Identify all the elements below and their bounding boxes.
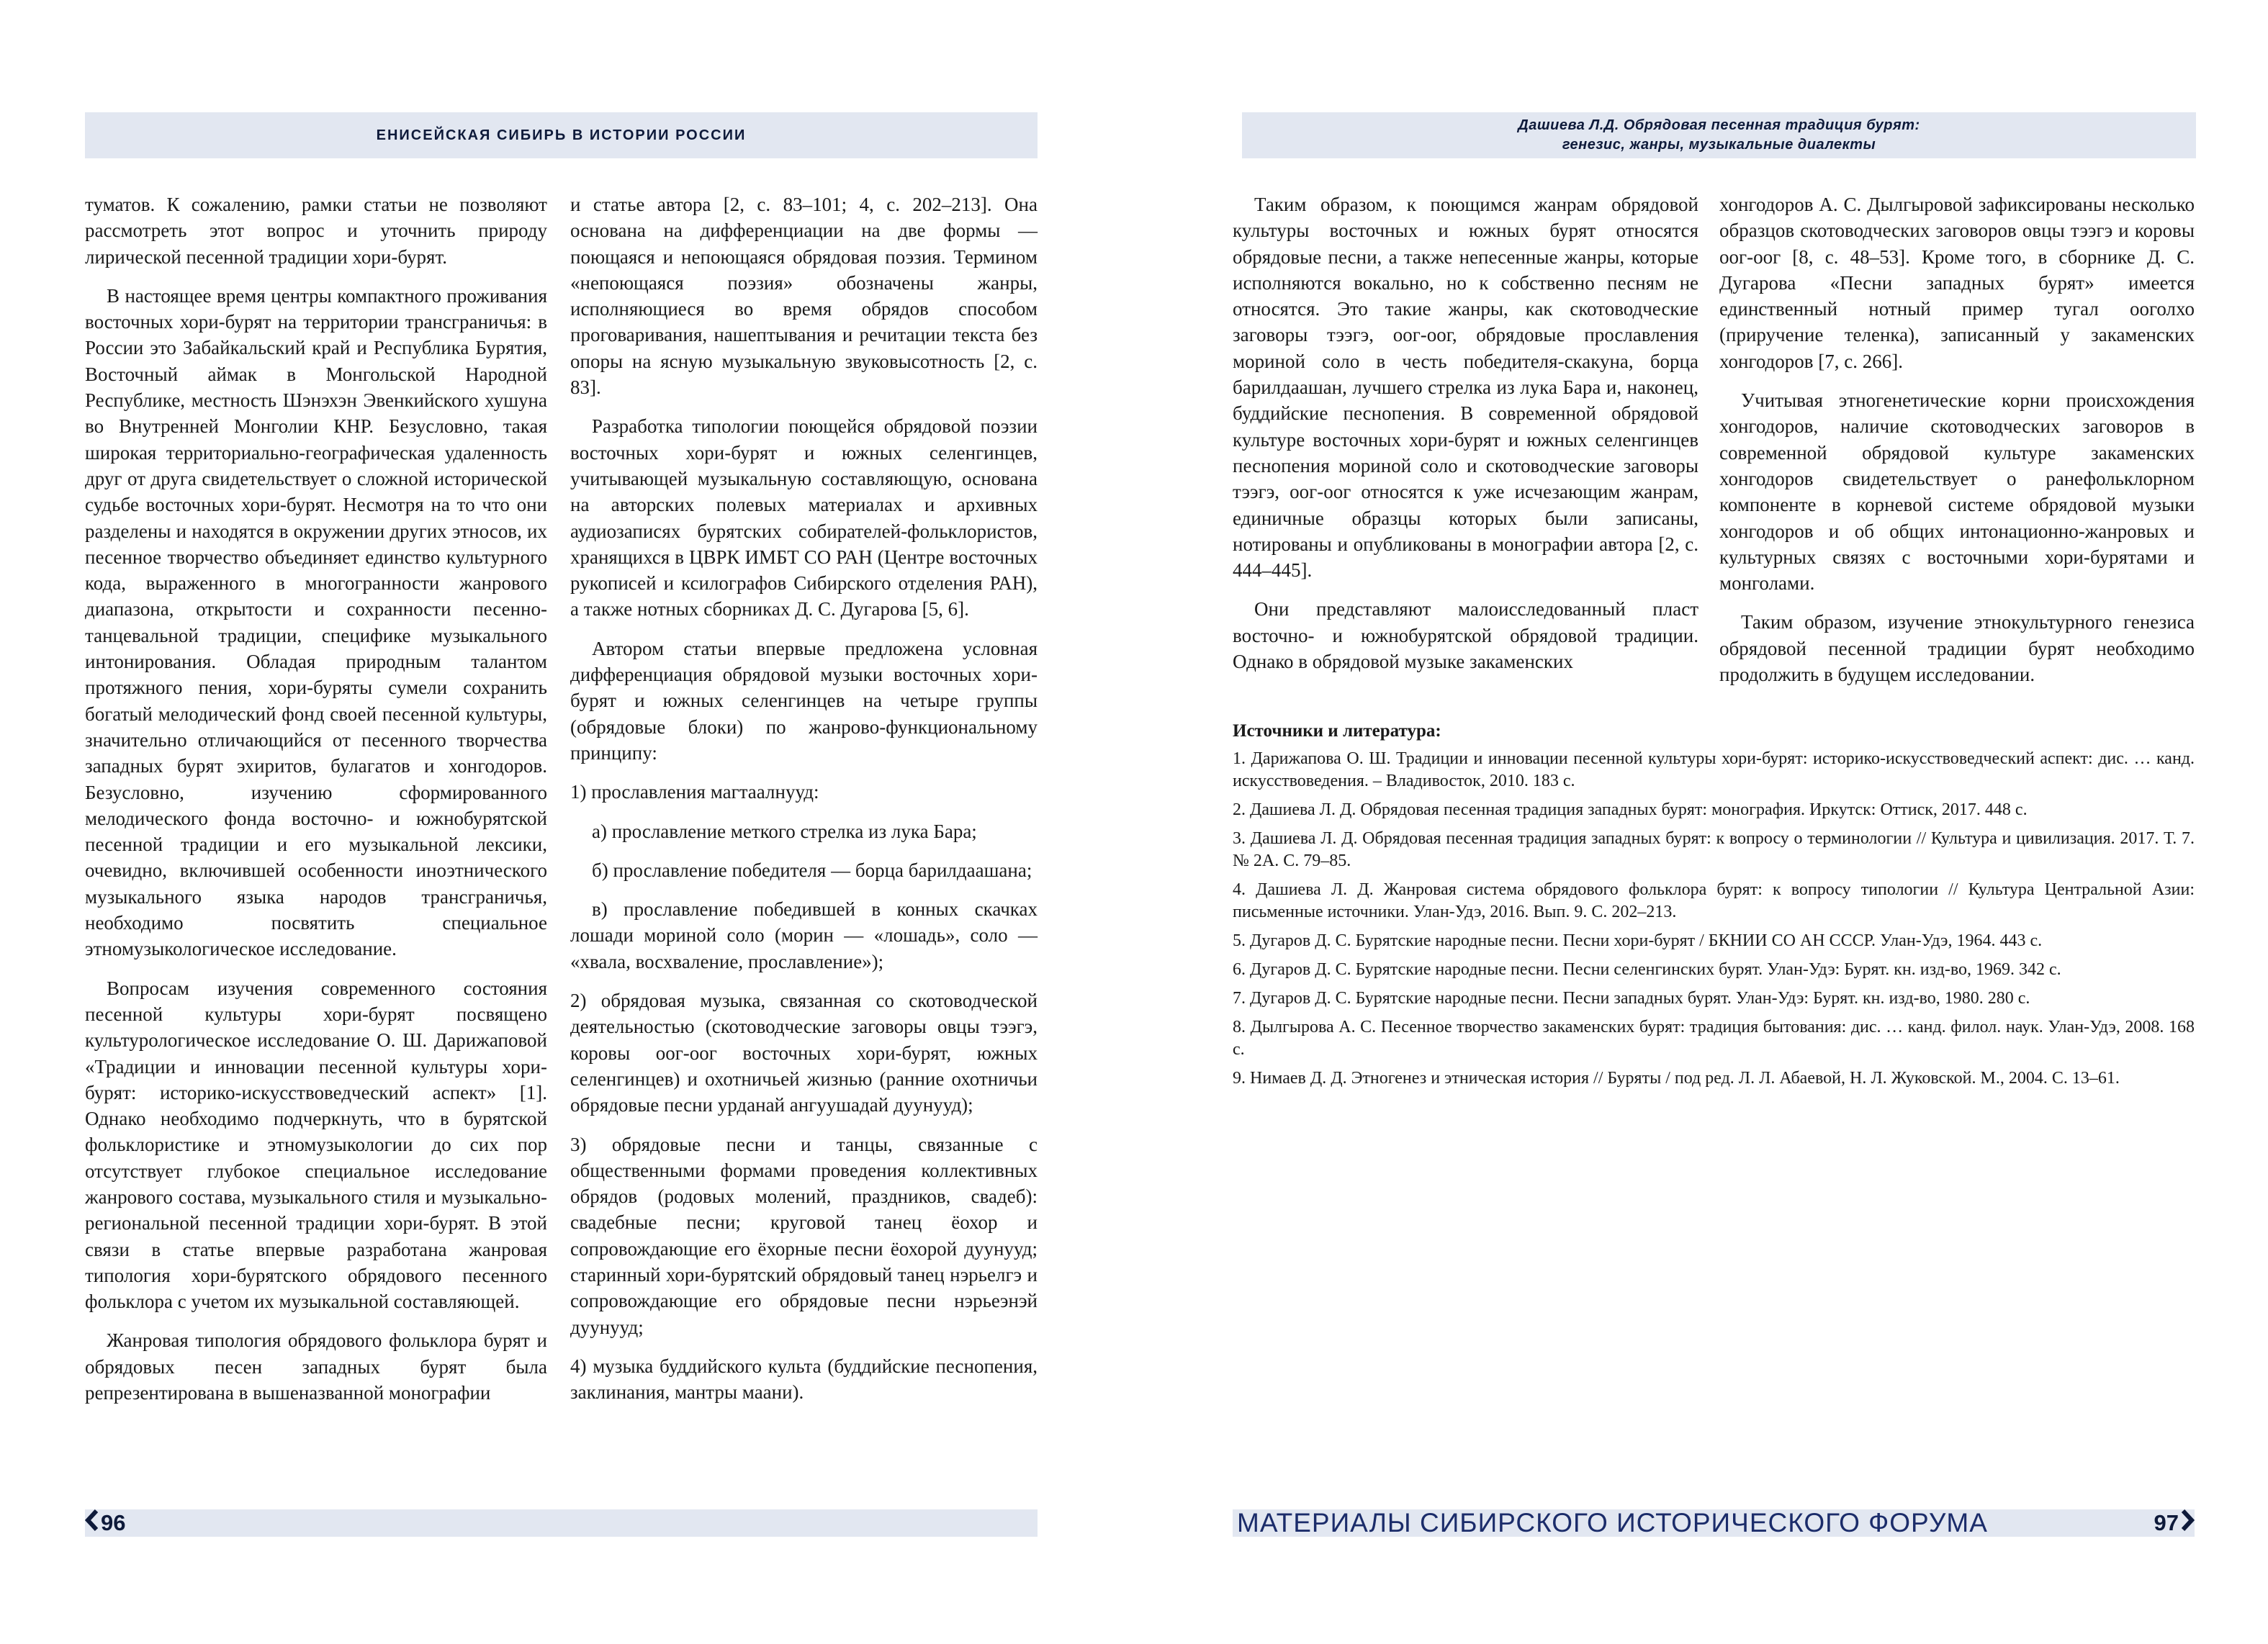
paragraph: Вопросам изучения современного состояния песенной культуры хори-бурят посвящено культурологическое исследование О. Ш. Дарижаповой «Традиции и инновации песенной культуры хори-бурят: историко-искусствоведческий аспект» [1]. Однако необходимо подчеркнуть, что в бурятской фольклористике и этномузыкологии до сих пор отсутствует глубокое специальное исследование жанрового состава, музыкального стиля и музыкально-региональной песенной традиции хори-бурят. В этой связи в статье впервые разработана жанровая типология хори-бурятского обрядового песенного фольклора с учетом их музыкальной составляющей. [85, 977, 547, 1313]
reference-item: 4. Дашиева Л. Д. Жанровая система обрядового фольклора бурят: к вопросу типологии // Культура Центральной Азии: письменные источники. Улан-Удэ, 2016. Вып. 9. С. 202–213. [1233, 880, 2195, 921]
paragraph: туматов. К сожалению, рамки статьи не позволяют рассмотреть этот вопрос и уточнить природу лирической песенной традиции хори-бурят. [85, 194, 547, 268]
reference-item: 3. Дашиева Л. Д. Обрядовая песенная традиция западных бурят: к вопросу о терминологии // Культура и цивилизация. 2017. Т. 7. № 2А. С. 79–85. [1233, 829, 2195, 870]
list-item: 1) прославления магтаалнууд: [570, 781, 819, 803]
paragraph: Жанровая типология обрядового фольклора бурят и обрядовых песен западных бурят была репрезентирована в вышеназванной монографии [85, 1329, 547, 1404]
list-item: 2) обрядовая музыка, связанная со скотоводческой деятельностью (скотоводческие заговоры овцы тээгэ, коровы оог-оог восточных хори-бурят, южных селенгинцев) и охотничьей жизнью (ранние охотничьи обрядовые песни урданай ангуушадай дуунууд); [570, 990, 1038, 1116]
page-right [1134, 0, 2268, 1644]
running-header-line1: Дашиева Л.Д. Обрядовая песенная традиция бурят: [1518, 117, 1920, 133]
reference-item: 2. Дашиева Л. Д. Обрядовая песенная традиция западных бурят: монография. Иркутск: Оттиск, 2017. 448 с. [1233, 800, 2028, 819]
text-column-2 [570, 191, 1038, 1418]
page-number-text: 97 [2154, 1510, 2179, 1535]
reference-item: 6. Дугаров Д. С. Бурятские народные песни. Песни селенгинских бурят. Улан-Удэ: Бурят. кн. изд-во, 1969. 342 с. [1233, 960, 2061, 979]
list-item: 4) музыка буддийского культа (буддийские песнопения, заклинания, мантры маани). [570, 1355, 1038, 1404]
page-number-right [2154, 1509, 2195, 1537]
text-column-1 [1233, 191, 1698, 687]
running-header-text: ЕНИСЕЙСКАЯ СИБИРЬ В ИСТОРИИ РОССИИ [376, 127, 747, 143]
references-list [1233, 748, 2195, 1090]
paragraph: Учитывая этногенетические корни происхождения хонгодоров, наличие скотоводческих заговоров в современной обрядовой культуре закаменских хонгодоров свидетельствует о ранефольклорном компоненте в корневой системе обрядовой музыки хонгодоров и об общих интонационно-жанровых и культурных связях с восточными хори-бурятами и монголами. [1719, 389, 2195, 595]
paragraph: Автором статьи впервые предложена условная дифференциация обрядовой музыки восточных хори-бурят и южных селенгинцев на четыре группы (обрядовые блоки) по жанрово-функциональному принципу: [570, 637, 1038, 764]
paragraph: Таким образом, изучение этнокультурного генезиса обрядовой песенной традиции бурят необходимо продолжить в будущем исследовании. [1719, 611, 2195, 686]
text-column-1 [85, 191, 547, 1419]
paragraph: Они представляют малоисследованный пласт восточно- и южнобурятской обрядовой традиции. Однако в обрядовой музыке закаменских [1233, 598, 1698, 673]
reference-item: 8. Дылгырова А. С. Песенное творчество закаменских бурят: традиция бытования: дис. … канд. филол. наук. Улан-Удэ, 2008. 168 с. [1233, 1018, 2195, 1059]
references-section [1233, 720, 2195, 1096]
page-number-left [85, 1509, 125, 1537]
reference-item: 9. Нимаев Д. Д. Этногенез и этническая история // Буряты / под ред. Л. Л. Абаевой, Н. Л. Жуковской. М., 2004. С. 13–61. [1233, 1069, 2120, 1088]
chevron-left-icon [85, 1509, 98, 1537]
journal-title: МАТЕРИАЛЫ СИБИРСКОГО ИСТОРИЧЕСКОГО ФОРУМА [1237, 1508, 1988, 1537]
reference-item: 5. Дугаров Д. С. Бурятские народные песни. Песни хори-бурят / БКНИИ СО АН СССР. Улан-Удэ, 1964. 443 с. [1233, 931, 2043, 950]
page-number-text: 96 [101, 1510, 126, 1535]
text-column-2 [1719, 191, 2195, 700]
paragraph: хонгодоров А. С. Дылгыровой зафиксированы несколько образцов скотоводческих заговоров овцы тээгэ и коровы оог-оог [8, с. 48–53]. Кроме того, в сборнике Д. С. Дугарова «Песни западных бурят» имеется единственный нотный пример тугал ооголхо (приручение теленка), записанный у закаменских хонгодоров [7, с. 266]. [1719, 194, 2195, 372]
references-title: Источники и литература: [1233, 721, 1441, 741]
list-subitem: б) прославление победителя — борца барилдаашана; [592, 859, 1032, 881]
paragraph: Таким образом, к поющимся жанрам обрядовой культуры восточных и южных бурят относятся обрядовые песни, а также непесенные жанры, которые исполняются вокально, но к собственно песням не относятся. Это такие жанры, как скотоводческие заговоры тээгэ, оог-оог, обрядовые прославления мориной соло в честь победителя-скакуна, борца барилдаашан, лучшего стрелка из лука Бара и, наконец, буддийские песнопения. В современной обрядовой культуре восточных хори-бурят и южных селенгинцев песнопения мориной соло и скотоводческие заговоры тээгэ, оог-оог относятся к уже исчезающим жанрам, единичные образцы которых были записаны, нотированы и опубликованы в монографии автора [2, с. 444–445]. [1233, 194, 1698, 582]
running-header-line2: генезис, жанры, музыкальные диалекты [1562, 137, 1876, 153]
paragraph: Разработка типологии поющейся обрядовой поэзии восточных хори-бурят и южных селенгинцев, учитывающей музыкальную составляющую, основана на авторских полевых материалах и архивных аудиозаписях бурятских собирателей-фольклористов, хранящихся в ЦВРК ИМБТ СО РАН (Центре восточных рукописей и ксилографов Сибирского отделения РАН), а также нотных сборниках Д. С. Дугарова [5, 6]. [570, 415, 1038, 620]
reference-item: 1. Дарижапова О. Ш. Традиции и инновации песенной культуры хори-бурят: историко-искусствоведческий аспект: дис. … канд. искусствоведения. – Владивосток, 2010. 183 с. [1233, 749, 2195, 790]
paragraph: В настоящее время центры компактного проживания восточных хори-бурят на территории трансграничья: в России это Забайкальский край и Республика Бурятия, Восточный аймак в Монгольской Народной Республике, местность Шэнэхэн Эвенкийского хушуна во Внутренней Монголии КНР. Безусловно, такая широкая территориально-географическая удаленность друг от друга свидетельствует о сложной исторической судьбе восточных хори-бурят. Несмотря на то что они разделены и находятся в окружении других этносов, их песенное творчество объединяет единство культурного кода, выраженного в многогранности жанрового диапазона, открытости и сохранности песенно-танцевальной традиции, специфике музыкального интонирования. Обладая природным талантом протяжного пения, хори-буряты сумели сохранить богатый мелодический фонд своей песенной культуры, значительно отличающийся от песенного творчества западных бурят эхиритов, булагатов и хонгодоров. Безусловно, изучению сформированного мелодического фонда восточно- и южнобурятской песенной традиции и его музыкальной лексики, очевидно, включившей особенности иноэтнического музыкального языка народов трансграничья, необходимо посвятить специальное этномузыкологическое исследование. [85, 284, 547, 960]
running-header-left [85, 112, 1038, 158]
chevron-right-icon [2182, 1509, 2195, 1537]
list-subitem: а) прославление меткого стрелка из лука Бара; [592, 820, 977, 842]
list-subitem: в) прославление победившей в конных скачках лошади мориной соло (морин — «лошадь», соло — «хвала, восхваление, прославление»); [570, 898, 1038, 972]
footer-bar-left [85, 1509, 1038, 1537]
footer-bar-right [1233, 1509, 2195, 1537]
paragraph: и статье автора [2, с. 83–101; 4, с. 202–213]. Она основана на дифференциации на две формы — поющаяся и непоющаяся обрядовая поэзия. Термином «непоющаяся поэзия» обозначены жанры, исполняющиеся во время обрядов способом проговаривания, нашептывания и речитации текста без опоры на ясную музыкальную звуковысотность [2, с. 83]. [570, 194, 1038, 399]
reference-item: 7. Дугаров Д. С. Бурятские народные песни. Песни западных бурят. Улан-Удэ: Бурят. кн. изд-во, 1980. 280 с. [1233, 989, 2030, 1008]
list-item: 3) обрядовые песни и танцы, связанные с общественными формами проведения коллективных обрядов (родовых молений, праздников, свадеб): свадебные песни; круговой танец ёохор и сопровождающие его ёхорные песни ёохорой дуунууд; старинный хори-бурятский обрядовый танец нэрьелгэ и сопровождающие его обрядовые песни нэрьеэнэй дуунууд; [570, 1133, 1038, 1338]
running-header-right [1242, 112, 2196, 158]
